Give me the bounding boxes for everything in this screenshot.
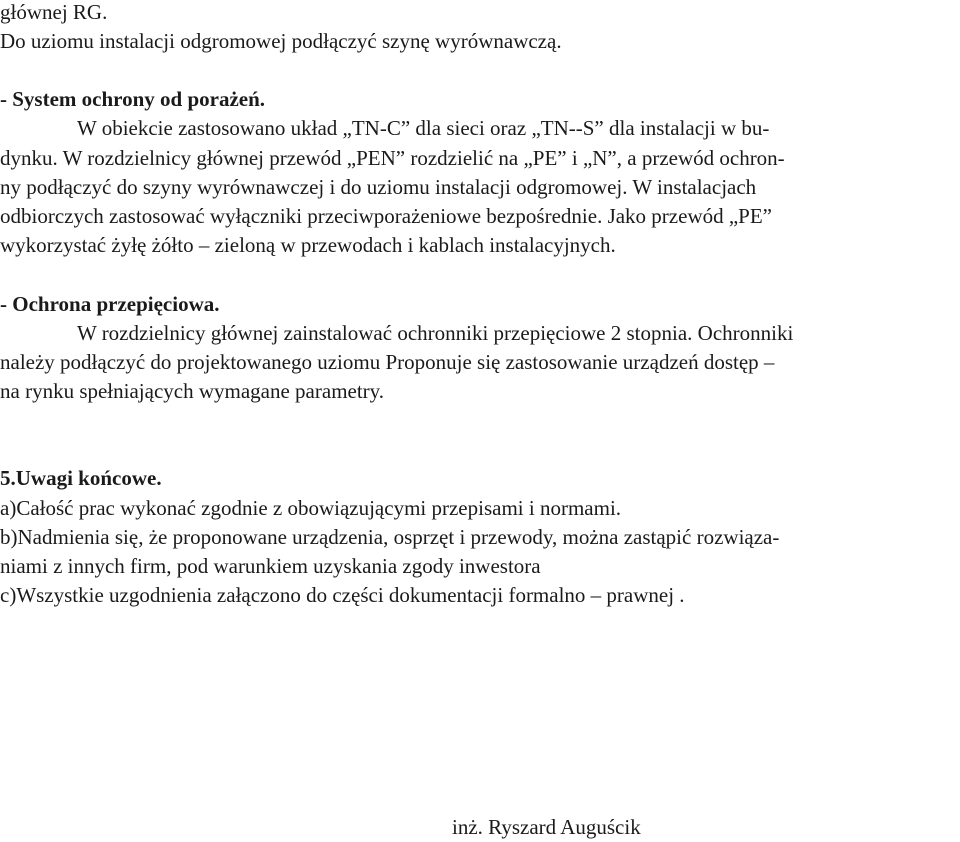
text-line: W obiekcie zastosowano układ „TN-C” dla sieci oraz „TN--S” dla instalacji w bu- [77,116,770,140]
text-line: a)Całość prac wykonać zgodnie z obowiązującymi przepisami i normami. [0,496,622,520]
section-heading-remarks: 5.Uwagi końcowe. [0,466,162,490]
text-line: głównej RG. [0,0,108,24]
text-line: dynku. W rozdzielnicy głównej przewód „PEN” rozdzielić na „PE” i „N”, a przewód ochron- [0,146,785,170]
section-heading-protection: - System ochrony od porażeń. [0,87,266,111]
text-line: niami z innych firm, pod warunkiem uzyskania zgody inwestora [0,554,541,578]
text-line: odbiorczych zastosować wyłączniki przeciwporażeniowe bezpośrednie. Jako przewód „PE” [0,204,773,228]
text-line: Do uziomu instalacji odgromowej podłączyć szynę wyrównawczą. [0,29,562,53]
text-line: b)Nadmienia się, że proponowane urządzenia, osprzęt i przewody, można zastąpić rozwiąza- [0,525,780,549]
text-line: należy podłączyć do projektowanego uziomu Proponuje się zastosowanie urządzeń dostęp – [0,350,775,374]
section-heading-surge: - Ochrona przepięciowa. [0,292,220,316]
text-line: ny podłączyć do szyny wyrównawczej i do uziomu instalacji odgromowej. W instalacjach [0,175,757,199]
text-line: na rynku spełniających wymagane parametry. [0,379,385,403]
text-line: wykorzystać żyłę żółto – zieloną w przewodach i kablach instalacyjnych. [0,233,616,257]
signature: inż. Ryszard Auguścik [452,815,641,839]
text-line: c)Wszystkie uzgodnienia załączono do części dokumentacji formalno – prawnej . [0,583,685,607]
text-line: W rozdzielnicy głównej zainstalować ochronniki przepięciowe 2 stopnia. Ochronniki [77,321,794,345]
